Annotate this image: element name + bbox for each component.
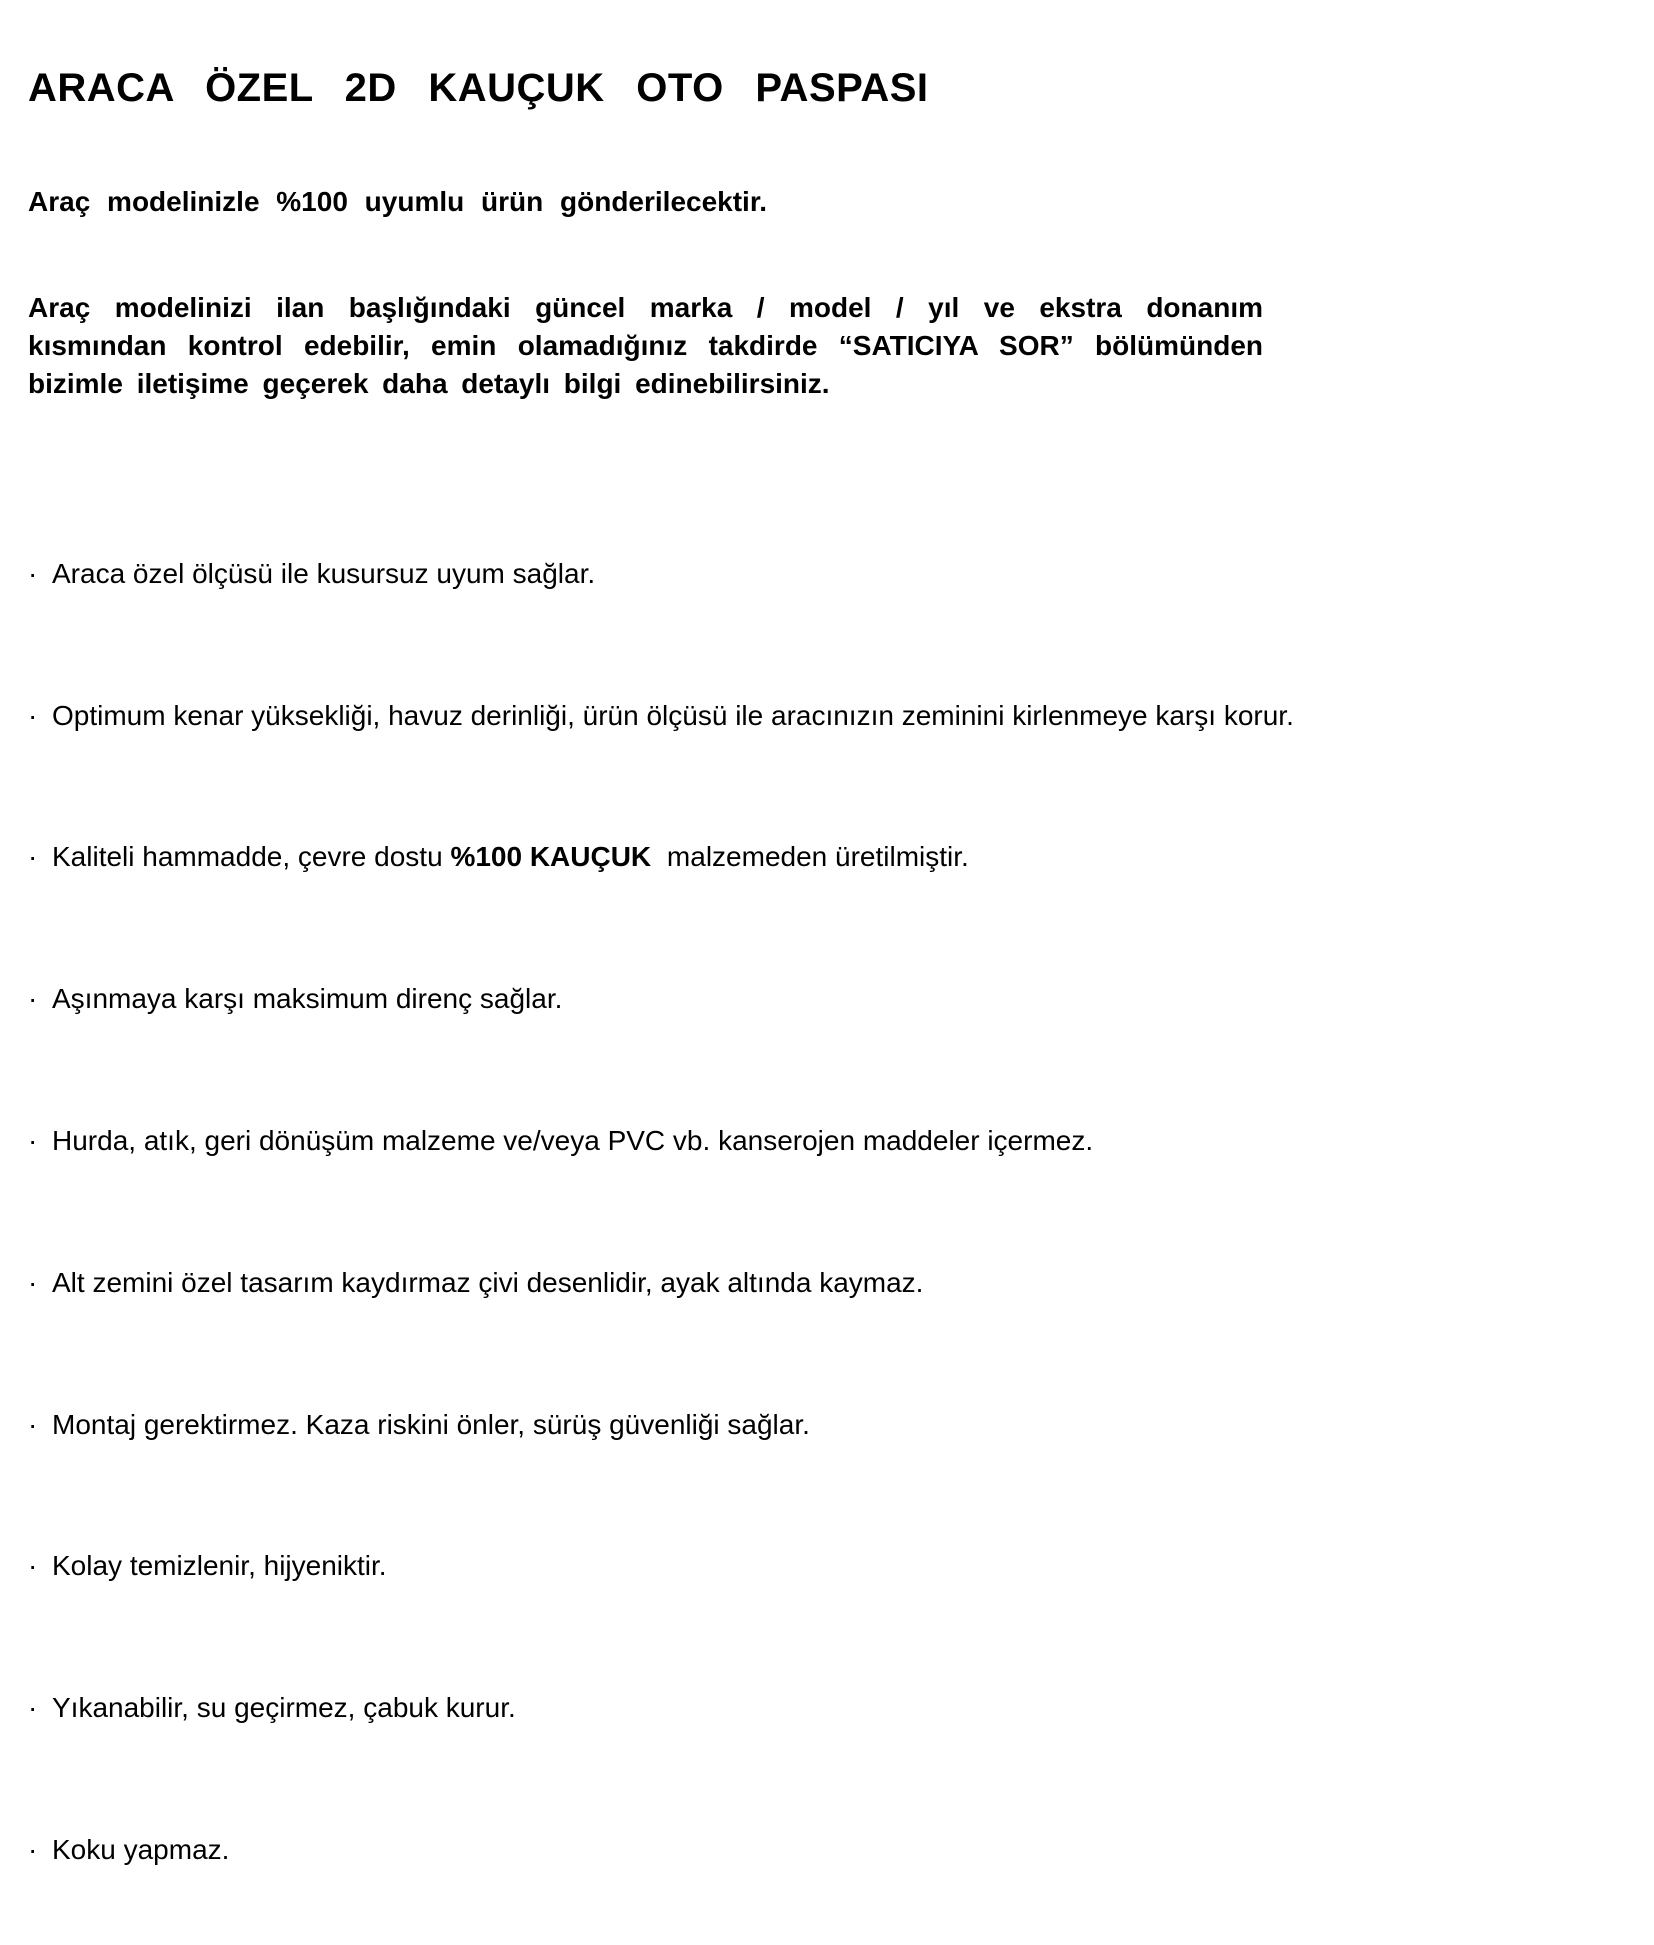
list-item: [28, 697, 1614, 735]
bullet-dot: ·: [28, 557, 38, 589]
bullet-text: Alt zemini özel tasarım kaydırmaz çivi desenlidir, ayak altında kaymaz.: [52, 1266, 924, 1298]
bullet-dot: ·: [28, 983, 38, 1015]
feature-bullet-list: [28, 555, 1614, 1869]
bullet-text: Koku yapmaz.: [52, 1834, 230, 1865]
list-item: [28, 555, 1614, 593]
bullet-text: Kolay temizlenir, hijyeniktir.: [52, 1550, 387, 1582]
bullet-text-suffix: malzemeden üretilmiştir.: [659, 841, 969, 873]
intro-paragraph-compatibility: Araç modelinizle %100 uyumlu ürün gönderilecektir.: [28, 185, 767, 217]
list-item: [28, 1547, 1614, 1585]
list-item: [28, 1264, 1614, 1302]
list-item: [28, 1406, 1614, 1444]
bullet-dot: ·: [28, 1266, 38, 1298]
bullet-text: Hurda, atık, geri dönüşüm malzeme ve/veya PVC vb. kanserojen maddeler içermez.: [52, 1125, 1094, 1157]
list-item: [28, 1122, 1614, 1160]
list-item: [28, 838, 1614, 876]
page-title: ARACA ÖZEL 2D KAUÇUK OTO PASPASI: [28, 65, 929, 110]
bullet-text: Araca özel ölçüsü ile kusursuz uyum sağlar.: [52, 557, 596, 589]
bullet-dot: ·: [28, 1408, 38, 1440]
bullet-dot: ·: [28, 699, 38, 731]
list-item: [28, 1831, 1614, 1869]
bullet-text-prefix: Kaliteli hammadde, çevre dostu: [52, 841, 451, 873]
bullet-text-bold-highlight: %100 KAUÇUK: [450, 841, 652, 873]
bullet-dot: ·: [28, 1550, 38, 1582]
list-item: [28, 1689, 1614, 1727]
bullet-text: Optimum kenar yüksekliği, havuz derinliği, ürün ölçüsü ile aracınızın zeminini kirlenmeye karşı korur.: [52, 699, 1294, 731]
bullet-text: [52, 838, 969, 876]
bullet-text: Aşınmaya karşı maksimum direnç sağlar.: [52, 983, 563, 1015]
list-item: [28, 980, 1614, 1018]
bullet-dot: ·: [28, 1125, 38, 1157]
bullet-text: Montaj gerektirmez. Kaza riskini önler, sürüş güvenliği sağlar.: [52, 1408, 810, 1440]
bullet-dot: ·: [28, 1834, 38, 1865]
bullet-dot: ·: [28, 1692, 38, 1724]
bullet-dot: ·: [28, 841, 38, 873]
bullet-text: Yıkanabilir, su geçirmez, çabuk kurur.: [52, 1692, 516, 1724]
intro-paragraph-model-check: Araç modelinizi ilan başlığındaki güncel marka / model / yıl ve ekstra donanım kısmından kontrol edebilir, emin olamadığınız takdirde “SATICIYA SOR” bölümünden bizimle iletişime geçerek daha detaylı bilgi edinebilirsiniz.: [28, 291, 1263, 399]
